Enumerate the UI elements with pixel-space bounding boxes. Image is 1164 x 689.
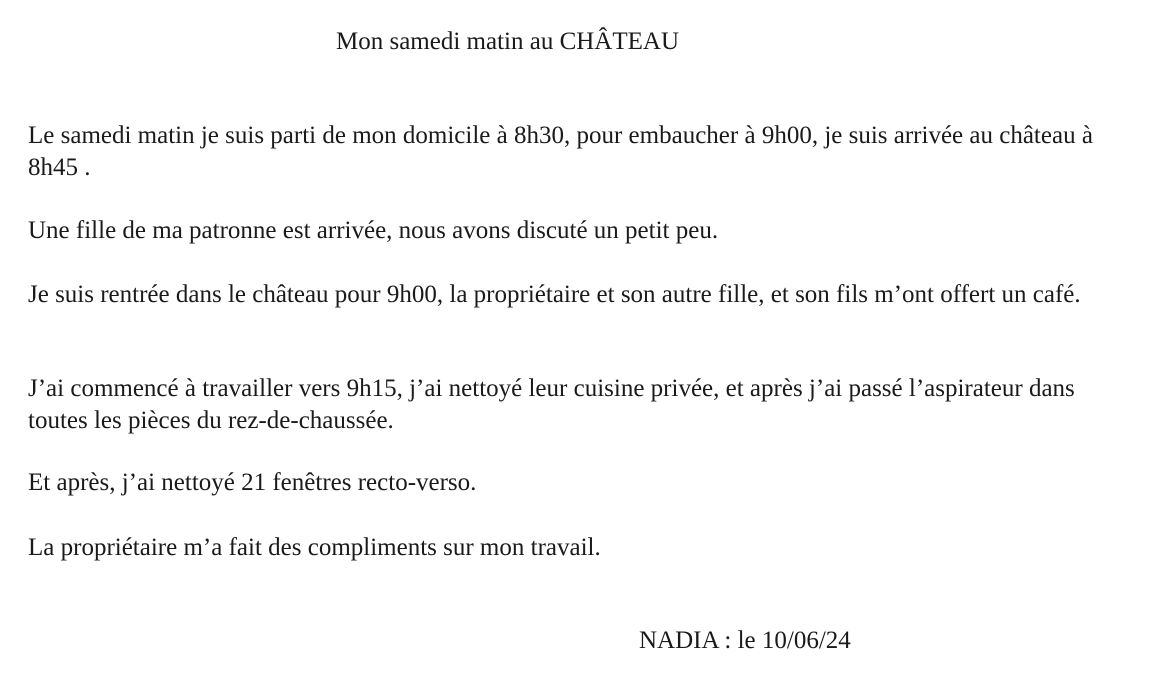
document-title: Mon samedi matin au CHÂTEAU — [336, 28, 680, 55]
paragraph-compliments: La propriétaire m’a fait des compliments sur mon travail. — [28, 534, 601, 561]
paragraph-daughter: Une fille de ma patronne est arrivée, nous avons discuté un petit peu. — [28, 217, 719, 244]
paragraph-cleaning: J’ai commencé à travailler vers 9h15, j’ai nettoyé leur cuisine privée, et après j’ai passé l’aspirateur dans toutes les pièces du rez-de-chaussée. — [28, 375, 1075, 434]
paragraph-arrival: Le samedi matin je suis parti de mon domicile à 8h30, pour embaucher à 9h00, je suis arrivée au château à 8h45 . — [28, 122, 1093, 181]
paragraph-coffee: Je suis rentrée dans le château pour 9h00, la propriétaire et son autre fille, et son fils m’ont offert un café. — [28, 281, 1081, 308]
signature-date: NADIA : le 10/06/24 — [639, 627, 851, 654]
paragraph-windows: Et après, j’ai nettoyé 21 fenêtres recto-verso. — [28, 469, 477, 496]
